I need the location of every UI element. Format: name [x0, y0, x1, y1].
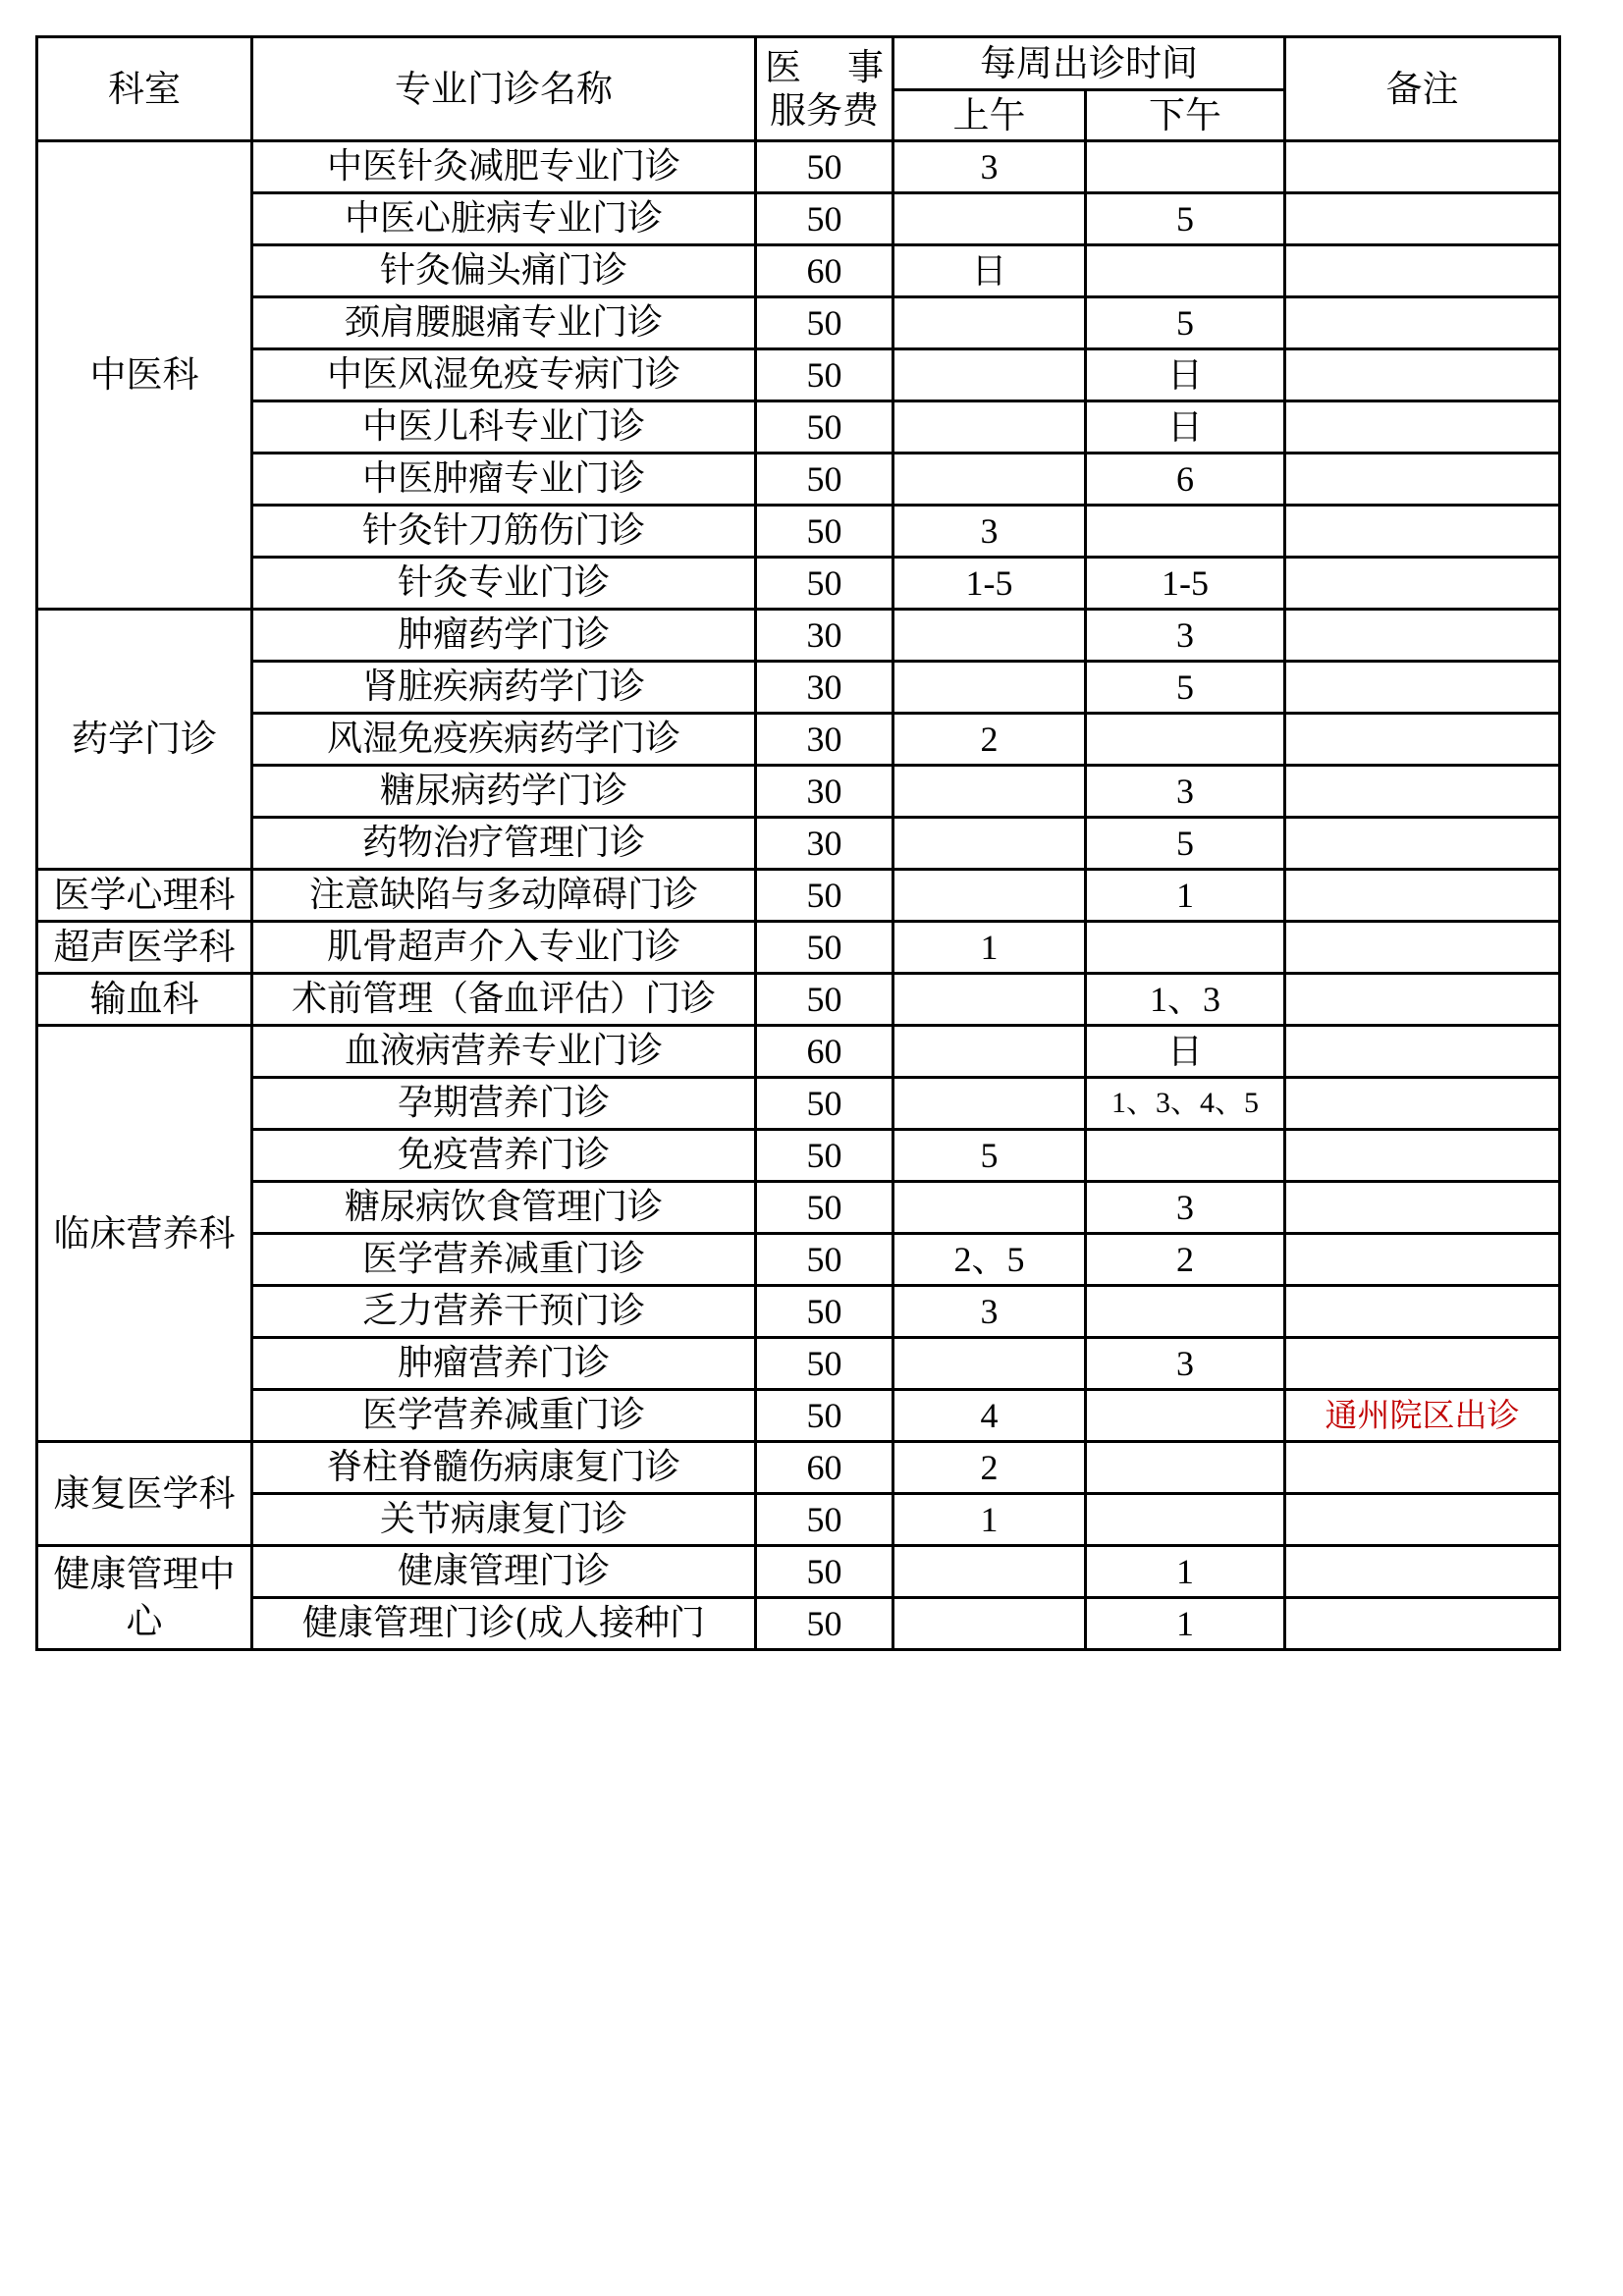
clinic-schedule-table	[35, 35, 1561, 1651]
afternoon-cell	[1086, 506, 1285, 558]
afternoon-cell: 2	[1086, 1234, 1285, 1286]
afternoon-cell	[1086, 1442, 1285, 1494]
afternoon-cell: 1-5	[1086, 558, 1285, 610]
clinic-name-cell: 针灸针刀筋伤门诊	[252, 506, 756, 558]
table-row	[37, 1442, 1560, 1494]
morning-cell: 2、5	[893, 1234, 1086, 1286]
fee-cell: 30	[756, 766, 893, 818]
remark-cell	[1285, 1338, 1560, 1390]
remark-cell	[1285, 297, 1560, 349]
table-row	[37, 662, 1560, 714]
fee-cell: 30	[756, 610, 893, 662]
remark-cell	[1285, 1026, 1560, 1078]
afternoon-cell: 5	[1086, 662, 1285, 714]
table-row	[37, 1546, 1560, 1598]
clinic-name-cell: 中医针灸减肥专业门诊	[252, 141, 756, 193]
remark-cell	[1285, 1234, 1560, 1286]
morning-cell: 3	[893, 1286, 1086, 1338]
afternoon-cell: 1	[1086, 870, 1285, 922]
remark-cell: 通州院区出诊	[1285, 1390, 1560, 1442]
morning-cell: 3	[893, 141, 1086, 193]
remark-cell	[1285, 870, 1560, 922]
clinic-name-cell: 肌骨超声介入专业门诊	[252, 922, 756, 974]
morning-cell	[893, 193, 1086, 245]
remark-cell	[1285, 974, 1560, 1026]
table-row	[37, 974, 1560, 1026]
clinic-name-cell: 脊柱脊髓伤病康复门诊	[252, 1442, 756, 1494]
clinic-name-cell: 乏力营养干预门诊	[252, 1286, 756, 1338]
table-row	[37, 1026, 1560, 1078]
fee-cell: 50	[756, 506, 893, 558]
clinic-name-cell: 颈肩腰腿痛专业门诊	[252, 297, 756, 349]
fee-cell: 60	[756, 1442, 893, 1494]
fee-cell: 50	[756, 193, 893, 245]
fee-cell: 50	[756, 922, 893, 974]
afternoon-cell	[1086, 1130, 1285, 1182]
afternoon-cell: 6	[1086, 454, 1285, 506]
header-afternoon: 下午	[1086, 90, 1285, 141]
clinic-name-cell: 肾脏疾病药学门诊	[252, 662, 756, 714]
remark-cell	[1285, 558, 1560, 610]
fee-cell: 50	[756, 1338, 893, 1390]
afternoon-cell	[1086, 245, 1285, 297]
afternoon-cell: 日	[1086, 1026, 1285, 1078]
header-weekly-schedule: 每周出诊时间	[893, 37, 1285, 90]
afternoon-cell: 1、3	[1086, 974, 1285, 1026]
morning-cell: 4	[893, 1390, 1086, 1442]
remark-cell	[1285, 818, 1560, 870]
dept-cell: 医学心理科	[37, 870, 252, 922]
afternoon-cell: 日	[1086, 401, 1285, 454]
header-remark: 备注	[1285, 37, 1560, 141]
afternoon-cell	[1086, 1494, 1285, 1546]
clinic-name-cell: 中医心脏病专业门诊	[252, 193, 756, 245]
clinic-name-cell: 医学营养减重门诊	[252, 1234, 756, 1286]
remark-cell	[1285, 1286, 1560, 1338]
remark-cell	[1285, 1546, 1560, 1598]
clinic-name-cell: 针灸专业门诊	[252, 558, 756, 610]
header-fee	[756, 37, 893, 141]
remark-cell	[1285, 1494, 1560, 1546]
table-row	[37, 818, 1560, 870]
morning-cell	[893, 870, 1086, 922]
morning-cell	[893, 454, 1086, 506]
morning-cell: 1	[893, 1494, 1086, 1546]
clinic-name-cell: 风湿免疫疾病药学门诊	[252, 714, 756, 766]
dept-cell: 健康管理中心	[37, 1546, 252, 1650]
dept-cell: 超声医学科	[37, 922, 252, 974]
header-morning: 上午	[893, 90, 1086, 141]
fee-cell: 50	[756, 454, 893, 506]
afternoon-cell: 5	[1086, 193, 1285, 245]
table-row	[37, 766, 1560, 818]
afternoon-cell	[1086, 1390, 1285, 1442]
morning-cell: 5	[893, 1130, 1086, 1182]
afternoon-cell: 1	[1086, 1546, 1285, 1598]
clinic-name-cell: 中医儿科专业门诊	[252, 401, 756, 454]
afternoon-cell: 1	[1086, 1598, 1285, 1650]
afternoon-cell: 3	[1086, 1182, 1285, 1234]
clinic-name-cell: 药物治疗管理门诊	[252, 818, 756, 870]
morning-cell: 3	[893, 506, 1086, 558]
morning-cell	[893, 1078, 1086, 1130]
fee-cell: 50	[756, 1234, 893, 1286]
table-row	[37, 401, 1560, 454]
morning-cell	[893, 349, 1086, 401]
remark-cell	[1285, 1078, 1560, 1130]
morning-cell	[893, 610, 1086, 662]
remark-cell	[1285, 1598, 1560, 1650]
clinic-name-cell: 中医肿瘤专业门诊	[252, 454, 756, 506]
dept-cell: 药学门诊	[37, 610, 252, 870]
remark-cell	[1285, 610, 1560, 662]
fee-cell: 50	[756, 1494, 893, 1546]
clinic-name-cell: 免疫营养门诊	[252, 1130, 756, 1182]
fee-cell: 50	[756, 141, 893, 193]
header-fee-line2: 服务费	[770, 88, 879, 132]
table-row	[37, 1130, 1560, 1182]
afternoon-cell	[1086, 922, 1285, 974]
fee-cell: 30	[756, 818, 893, 870]
morning-cell	[893, 662, 1086, 714]
morning-cell	[893, 766, 1086, 818]
table-row	[37, 349, 1560, 401]
morning-cell	[893, 297, 1086, 349]
header-dept: 科室	[37, 37, 252, 141]
table-row	[37, 1390, 1560, 1442]
fee-cell: 50	[756, 401, 893, 454]
fee-cell: 50	[756, 1078, 893, 1130]
afternoon-cell	[1086, 141, 1285, 193]
table-row	[37, 1494, 1560, 1546]
morning-cell	[893, 1546, 1086, 1598]
afternoon-cell: 日	[1086, 349, 1285, 401]
table-row	[37, 870, 1560, 922]
clinic-name-cell: 中医风湿免疫专病门诊	[252, 349, 756, 401]
morning-cell: 1-5	[893, 558, 1086, 610]
table-row	[37, 1286, 1560, 1338]
morning-cell: 2	[893, 1442, 1086, 1494]
header-clinic-name: 专业门诊名称	[252, 37, 756, 141]
dept-cell: 中医科	[37, 141, 252, 610]
table-row	[37, 558, 1560, 610]
clinic-name-cell: 注意缺陷与多动障碍门诊	[252, 870, 756, 922]
clinic-name-cell: 孕期营养门诊	[252, 1078, 756, 1130]
clinic-name-cell: 血液病营养专业门诊	[252, 1026, 756, 1078]
fee-cell: 50	[756, 1130, 893, 1182]
clinic-name-cell: 医学营养减重门诊	[252, 1390, 756, 1442]
afternoon-cell: 3	[1086, 610, 1285, 662]
dept-cell: 输血科	[37, 974, 252, 1026]
afternoon-cell: 5	[1086, 297, 1285, 349]
clinic-name-cell: 关节病康复门诊	[252, 1494, 756, 1546]
fee-cell: 60	[756, 1026, 893, 1078]
fee-cell: 50	[756, 974, 893, 1026]
remark-cell	[1285, 922, 1560, 974]
morning-cell	[893, 1598, 1086, 1650]
remark-cell	[1285, 454, 1560, 506]
clinic-name-cell: 糖尿病饮食管理门诊	[252, 1182, 756, 1234]
morning-cell: 日	[893, 245, 1086, 297]
remark-cell	[1285, 349, 1560, 401]
morning-cell	[893, 974, 1086, 1026]
clinic-name-cell: 健康管理门诊	[252, 1546, 756, 1598]
remark-cell	[1285, 141, 1560, 193]
remark-cell	[1285, 662, 1560, 714]
remark-cell	[1285, 1130, 1560, 1182]
morning-cell	[893, 1182, 1086, 1234]
clinic-name-cell: 糖尿病药学门诊	[252, 766, 756, 818]
clinic-name-cell: 肿瘤药学门诊	[252, 610, 756, 662]
table-row	[37, 245, 1560, 297]
table-body	[37, 141, 1560, 1650]
afternoon-cell	[1086, 714, 1285, 766]
remark-cell	[1285, 193, 1560, 245]
fee-cell: 30	[756, 714, 893, 766]
afternoon-cell: 3	[1086, 766, 1285, 818]
clinic-name-cell: 术前管理（备血评估）门诊	[252, 974, 756, 1026]
clinic-name-cell: 健康管理门诊(成人接种门	[252, 1598, 756, 1650]
morning-cell: 1	[893, 922, 1086, 974]
morning-cell	[893, 1338, 1086, 1390]
table-row	[37, 454, 1560, 506]
fee-cell: 50	[756, 1598, 893, 1650]
table-row	[37, 922, 1560, 974]
afternoon-cell	[1086, 1286, 1285, 1338]
remark-cell	[1285, 401, 1560, 454]
afternoon-cell: 5	[1086, 818, 1285, 870]
table-row	[37, 1234, 1560, 1286]
morning-cell	[893, 1026, 1086, 1078]
fee-cell: 50	[756, 1286, 893, 1338]
table-row	[37, 1182, 1560, 1234]
table-header	[37, 37, 1560, 141]
fee-cell: 30	[756, 662, 893, 714]
fee-cell: 50	[756, 558, 893, 610]
table-row	[37, 297, 1560, 349]
afternoon-cell: 1、3、4、5	[1086, 1078, 1285, 1130]
table-row	[37, 506, 1560, 558]
fee-cell: 50	[756, 870, 893, 922]
table-row	[37, 193, 1560, 245]
fee-cell: 50	[756, 349, 893, 401]
fee-cell: 60	[756, 245, 893, 297]
morning-cell	[893, 818, 1086, 870]
remark-cell	[1285, 714, 1560, 766]
remark-cell	[1285, 1442, 1560, 1494]
header-fee-line1: 医 事	[765, 45, 884, 88]
fee-cell: 50	[756, 1390, 893, 1442]
clinic-name-cell: 肿瘤营养门诊	[252, 1338, 756, 1390]
remark-cell	[1285, 1182, 1560, 1234]
remark-cell	[1285, 245, 1560, 297]
afternoon-cell: 3	[1086, 1338, 1285, 1390]
dept-cell: 临床营养科	[37, 1026, 252, 1442]
table-row	[37, 714, 1560, 766]
fee-cell: 50	[756, 1546, 893, 1598]
morning-cell: 2	[893, 714, 1086, 766]
remark-cell	[1285, 506, 1560, 558]
fee-cell: 50	[756, 297, 893, 349]
table-row	[37, 1338, 1560, 1390]
dept-cell: 康复医学科	[37, 1442, 252, 1546]
table-row	[37, 1078, 1560, 1130]
table-row	[37, 1598, 1560, 1650]
remark-cell	[1285, 766, 1560, 818]
table-row	[37, 610, 1560, 662]
clinic-name-cell: 针灸偏头痛门诊	[252, 245, 756, 297]
table-row	[37, 141, 1560, 193]
morning-cell	[893, 401, 1086, 454]
fee-cell: 50	[756, 1182, 893, 1234]
